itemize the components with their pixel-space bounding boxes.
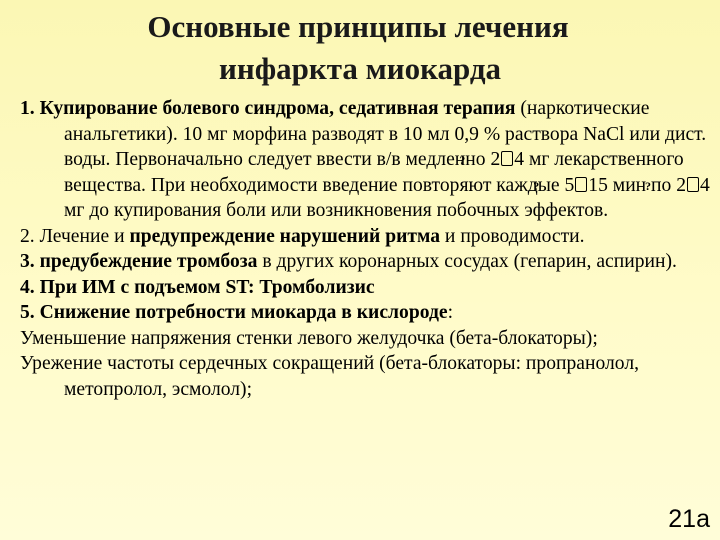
- item-2-text-a: 2. Лечение и: [20, 225, 130, 247]
- slide-title: [0, 6, 720, 90]
- item-3-text: в других коронарных сосудах (гепарин, аспирин).: [257, 251, 677, 272]
- item-1: [20, 96, 720, 224]
- item-7: [20, 351, 720, 402]
- item-7-text: Урежение частоты сердечных сокращений (бета-блокаторы: пропранолол, метопролол, эсмолол);: [20, 353, 640, 400]
- item-1-heading: 1. Купирование болевого синдрома, седативная терапия: [20, 98, 516, 119]
- item-2: [20, 224, 720, 250]
- item-3-heading: 3. предубеждение тромбоза: [20, 251, 258, 272]
- item-4: [20, 275, 720, 301]
- item-3: [20, 249, 720, 275]
- item-2-bold: предупреждение нарушений ритма: [129, 225, 441, 247]
- title-line-2: инфаркта миокарда: [218, 51, 501, 86]
- item-6-text: Уменьшение напряжения стенки левого желудочка (бета-блокаторы);: [20, 327, 598, 349]
- item-1-text-d: 4 мг до купирования боли или возникновения побочных эффектов.: [64, 174, 710, 221]
- missing-glyph-icon: [501, 151, 513, 166]
- title-line-1: Основные принципы лечения: [147, 9, 569, 44]
- missing-glyph-icon: [687, 177, 699, 192]
- item-1-text-c: 15 мин по 2: [588, 174, 687, 196]
- item-1-text-a: (наркотические анальгетики). 10 мг морфина разводят в 10 мл 0,9 % раствора NaCl или дист. воды. Первоначально следует ввести в/в медленно 2: [64, 98, 707, 170]
- item-6: [20, 326, 720, 352]
- item-4-heading: 4. При ИМ с подъемом ST: Тромболизис: [20, 276, 375, 298]
- item-2-text-c: и проводимости.: [440, 225, 585, 247]
- item-5-tail: :: [447, 302, 454, 323]
- item-5: [20, 300, 720, 326]
- item-1-text-b: 4 мг лекарственного вещества. При необходимости введение повторяют каждые 5: [64, 149, 684, 196]
- page-number: 21а: [668, 505, 710, 533]
- slide-body: [20, 96, 720, 402]
- item-5-heading: 5. Снижение потребности миокарда в кислороде: [20, 302, 448, 323]
- missing-glyph-icon: [575, 177, 587, 192]
